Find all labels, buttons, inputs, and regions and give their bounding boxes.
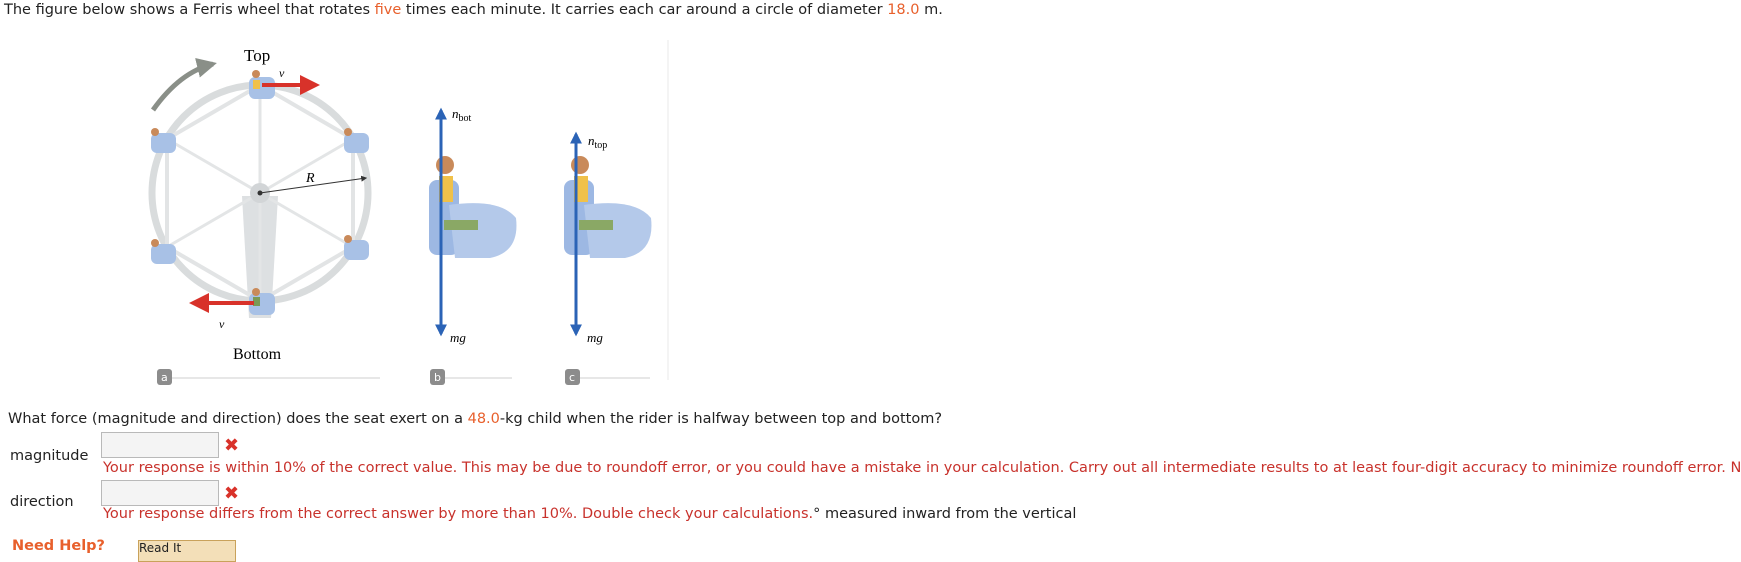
rotations-value: five [374,2,402,18]
v-label-bottom: v [219,317,225,331]
need-help-label: Need Help? [12,538,105,554]
direction-input[interactable] [101,480,219,506]
free-body-top [564,133,651,345]
direction-feedback-text: Your response differs from the correct answer by more than 10%. Double check your calculations. [103,506,814,522]
bottom-label: Bottom [233,346,282,363]
ferris-wheel-figure [140,36,680,388]
question-text [8,411,942,427]
question-part-2: -kg child when the rider is halfway between top and bottom? [499,411,943,427]
panel-label-b: b [434,371,441,384]
direction-feedback [103,506,1076,522]
free-body-bottom [429,106,516,345]
direction-label: direction [10,494,74,510]
mg-label-c: mg [587,330,603,345]
panel-labels [157,369,650,385]
top-label: Top [244,46,271,65]
help-area [0,538,1200,555]
question-part-1: What force (magnitude and direction) does the seat exert on a [8,411,468,427]
direction-unit: ° measured inward from the vertical [813,506,1077,522]
magnitude-label: magnitude [10,448,89,464]
intro-text-2: times each minute. It carries each car around a circle of diameter [401,2,888,18]
mass-value: 48.0 [467,411,500,427]
panel-label-a: a [161,371,168,384]
mg-label-b: mg [450,330,466,345]
incorrect-icon: ✖ [224,435,240,456]
read-it-button[interactable]: Read It [138,540,236,562]
ferris-wheel [151,46,369,363]
problem-statement [4,2,943,18]
intro-text-1: The figure below shows a Ferris wheel that rotates [4,2,375,18]
v-label-top: v [279,66,285,80]
n-bot-label: $n_{bot}$ [452,106,472,124]
radius-label: R [306,171,315,186]
diameter-value: 18.0 [887,2,920,18]
magnitude-feedback: Your response is within 10% of the correct value. This may be due to roundoff error, or you could have a mistake in your calculation. Carry out all intermediate results to at least four-digit accuracy to minimize roundoff error. N [103,460,1741,476]
n-top-label: $n_{top}$ [588,133,608,151]
car-right-upper [344,128,369,153]
intro-text-3: m. [919,2,943,18]
incorrect-icon: ✖ [224,483,240,504]
panel-label-c: c [569,371,576,384]
magnitude-input[interactable] [101,432,219,458]
